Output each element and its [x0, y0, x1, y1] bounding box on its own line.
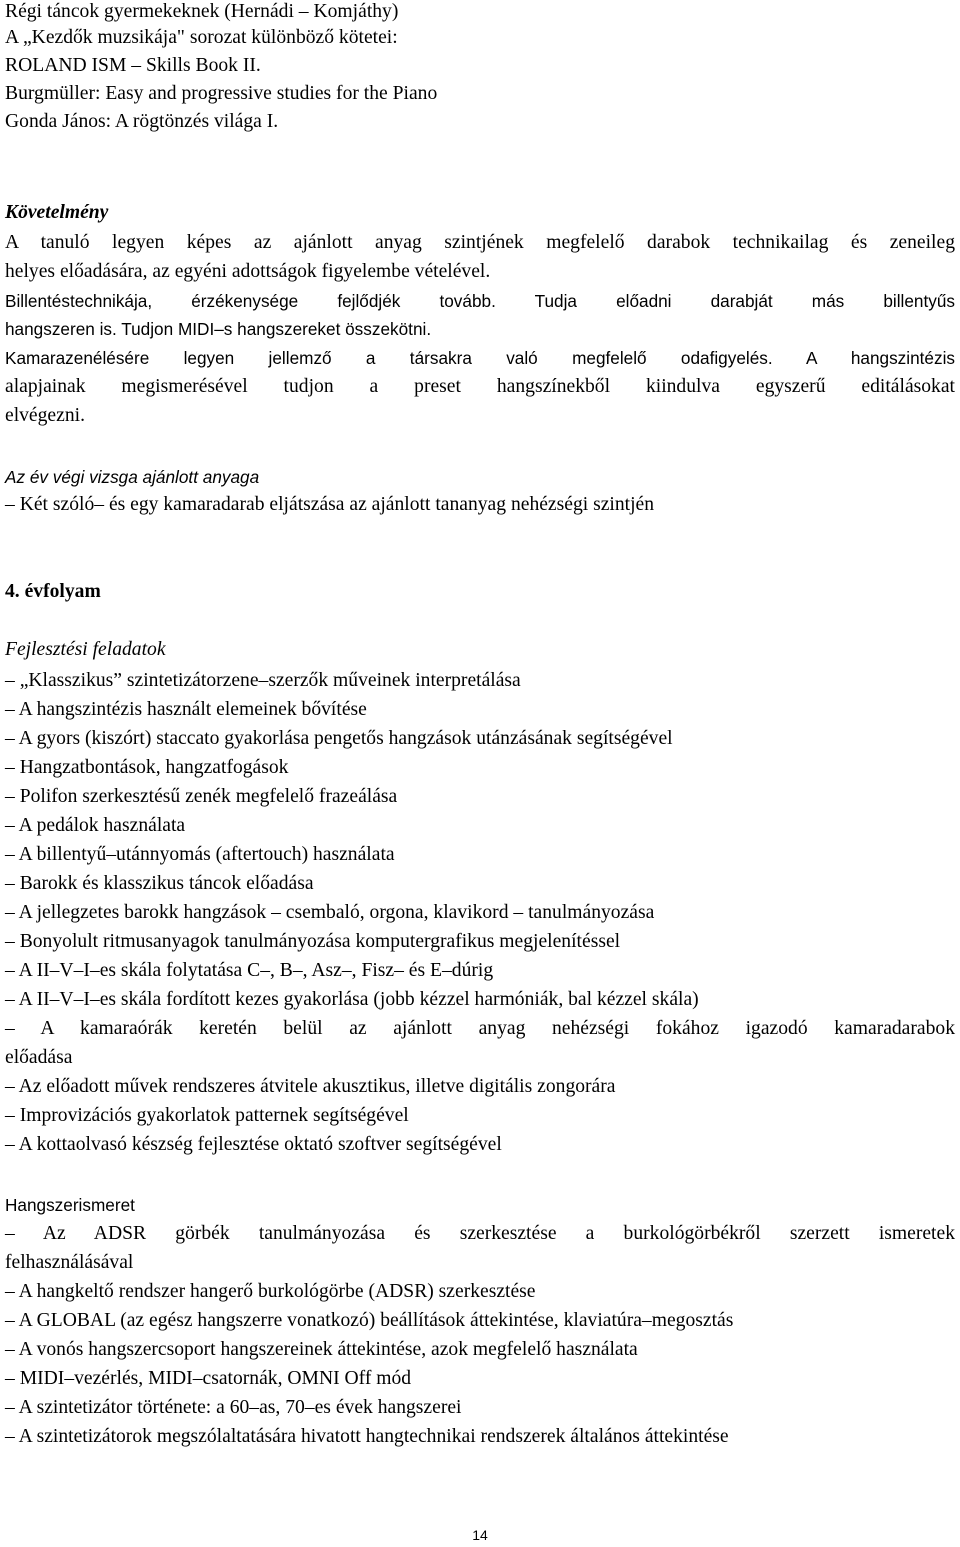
list-item: – Polifon szerkesztésű zenék megfelelő frazeálása: [5, 786, 398, 807]
list-item: – A hangkeltő rendszer hangerő burkológörbe (ADSR) szerkesztése: [5, 1281, 536, 1302]
list-item: – A vonós hangszercsoport hangszereinek áttekintése, azok megfelelő használata: [5, 1339, 638, 1360]
list-item: Régi táncok gyermekeknek (Hernádi – Komjáthy): [5, 1, 399, 22]
list-item: – A szintetizátor története: a 60–as, 70–es évek hangszerei: [5, 1397, 462, 1418]
exam-line: – Két szóló– és egy kamaradarab eljátszása az ajánlott tananyag nehézségi szintjén: [5, 494, 655, 515]
paragraph-line: Kamarazenélésére legyen jellemző a társakra való megfelelő odafigyelés. A hangszintézis: [5, 348, 955, 368]
list-item: A „Kezdők muzsikája" sorozat különböző kötetei:: [5, 27, 398, 48]
list-item: ROLAND ISM – Skills Book II.: [5, 55, 261, 76]
list-item-continuation: felhasználásával: [5, 1252, 134, 1273]
list-item: – A jellegzetes barokk hangzások – csembaló, orgona, klavikord – tanulmányozása: [5, 902, 655, 923]
list-item: Gonda János: A rögtönzés világa I.: [5, 111, 279, 132]
list-item: – A hangszintézis használt elemeinek bővítése: [5, 699, 367, 720]
paragraph-line: alapjainak megismerésével tudjon a preset hangszínekből kiindulva egyszerű editálásokat: [5, 376, 955, 397]
list-item: – A gyors (kiszórt) staccato gyakorlása pengetős hangzások utánzásának segítségével: [5, 728, 673, 749]
list-item: – „Klasszikus” szintetizátorzene–szerzők műveinek interpretálása: [5, 670, 521, 691]
instrument-heading: Hangszerismeret: [5, 1195, 135, 1215]
list-item: – Improvizációs gyakorlatok patternek segítségével: [5, 1105, 409, 1126]
list-item: – Barokk és klasszikus táncok előadása: [5, 873, 314, 894]
list-item: – Bonyolult ritmusanyagok tanulmányozása komputergrafikus megjelenítéssel: [5, 931, 621, 952]
list-item: – A kottaolvasó készség fejlesztése oktató szoftver segítségével: [5, 1134, 502, 1155]
grade-heading: 4. évfolyam: [5, 581, 101, 602]
exam-heading: Az év végi vizsga ajánlott anyaga: [5, 467, 260, 487]
tasks-heading: Fejlesztési feladatok: [5, 639, 166, 660]
list-item: – A kamaraórák keretén belül az ajánlott anyag nehézségi fokához igazodó kamaradarabok: [5, 1018, 955, 1039]
paragraph-line: Billentéstechnikája, érzékenysége fejlődjék tovább. Tudja előadni darabját más billentyűs: [5, 291, 955, 311]
list-item: – A billentyű–utánnyomás (aftertouch) használata: [5, 844, 395, 865]
paragraph-line: helyes előadására, az egyéni adottságok figyelembe vételével.: [5, 261, 491, 282]
list-item: – A szintetizátorok megszólaltatására hivatott hangtechnikai rendszerek általános áttekintése: [5, 1426, 729, 1447]
requirement-heading: Követelmény: [5, 202, 109, 223]
list-item: – A II–V–I–es skála fordított kezes gyakorlása (jobb kézzel harmóniák, bal kézzel skála): [5, 989, 699, 1010]
list-item-continuation: előadása: [5, 1047, 73, 1068]
list-item: – MIDI–vezérlés, MIDI–csatornák, OMNI Off mód: [5, 1368, 412, 1389]
list-item: Burgmüller: Easy and progressive studies for the Piano: [5, 83, 438, 104]
list-item: – Az ADSR görbék tanulmányozása és szerkesztése a burkológörbékről szerzett ismeretek: [5, 1223, 955, 1244]
list-item: – A II–V–I–es skála folytatása C–, B–, Asz–, Fisz– és E–dúrig: [5, 960, 494, 981]
list-item: – Hangzatbontások, hangzatfogások: [5, 757, 289, 778]
list-item: – A pedálok használata: [5, 815, 186, 836]
list-item: – A GLOBAL (az egész hangszerre vonatkozó) beállítások áttekintése, klaviatúra–megosztás: [5, 1310, 734, 1331]
paragraph-line: hangszeren is. Tudjon MIDI–s hangszereket összekötni.: [5, 319, 432, 339]
page-number: 14: [472, 1527, 488, 1543]
paragraph-line: A tanuló legyen képes az ajánlott anyag szintjének megfelelő darabok technikailag és zeneileg: [5, 232, 955, 253]
list-item: – Az előadott művek rendszeres átvitele akusztikus, illetve digitális zongorára: [5, 1076, 616, 1097]
paragraph-line: elvégezni.: [5, 405, 85, 426]
